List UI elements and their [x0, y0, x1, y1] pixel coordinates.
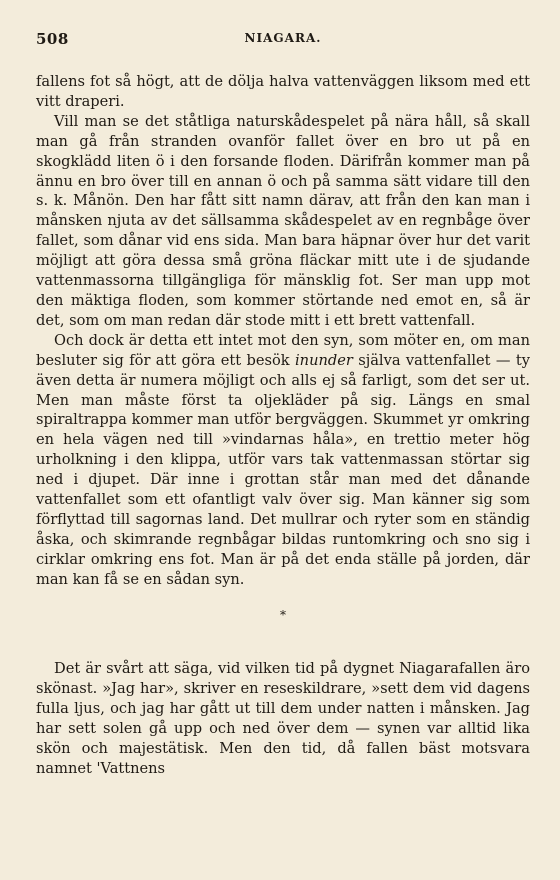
page-header: [36, 30, 530, 56]
emphasized-word: inunder: [295, 351, 353, 369]
paragraph-cave-of-winds: [36, 331, 530, 590]
page-body: [36, 72, 530, 779]
page-number: 508: [36, 30, 69, 48]
paragraph-text-before-emphasis: Och dock är detta ett intet mot den syn, som möter en, om man besluter sig för att göra ett besök: [36, 331, 530, 369]
paragraph-best-time: Det är svårt att säga, vid vilken tid på dygnet Niagarafallen äro skönast. »Jag har», skriver en reseskildrare, »sett dem vid dagens fulla ljus, och jag har gått ut till dem under natten i månsken. Jag har sett solen gå upp och ned över dem — synen var alltid lika skön och majestätisk. Men den tid, då fallen bäst motsvara namnet 'Vattnens: [36, 660, 530, 777]
running-title: NIAGARA.: [244, 31, 322, 45]
paragraph-moon-island: Vill man se det ståtliga naturskådespelet på nära håll, så skall man gå från stranden ovanför fallet över en bro ut på en skogklädd liten ö i den forsande floden. Därifrån kommer man på ännu en bro över till en annan ö och på samma sätt vidare till den s. k. Månön. Den har fått sitt namn därav, att från den kan man i månsken njuta av det sällsamma skådespelet av en regnbåge över fallet, som dånar vid ens sida. Man bara häpnar över hur det varit möjligt att göra dessa små gröna fläckar mitt ute i de sjudande vattenmassorna tillgängliga för mänsklig fot. Ser man upp mot den mäktiga floden, som kommer störtande ned emot en, så är det, som om man redan där stode mitt i ett brett vattenfall.: [36, 112, 530, 329]
paragraph-text-after-emphasis: själva vattenfallet — ty även detta är numera möjligt och alls ej så farligt, som det ser ut. Men man måste först ta oljekläder på sig. Längs en smal spiraltrappa kommer man utför bergväggen. Skummet yr omkring en hela vägen ned till »vindarnas håla», en trettio meter hög urholkning i den klippa, utför vars tak vattenmassan störtar sig ned i djupet. Där inne i grottan står man med det dånande vattenfallet som ett ofantligt valv över sig. Man känner sig som förflyttad till sagornas land. Det mullrar och ryter som en ständig åska, och skimrande regnbågar bildas runtomkring och sno sig i cirklar omkring ens fot. Man är på det enda ställe på jorden, där man kan få se en sådan syn.: [36, 351, 530, 588]
paragraph-continuation: fallens fot så högt, att de dölja halva vattenväggen liksom med ett vitt draperi.: [36, 73, 530, 110]
section-separator: *: [280, 607, 286, 622]
